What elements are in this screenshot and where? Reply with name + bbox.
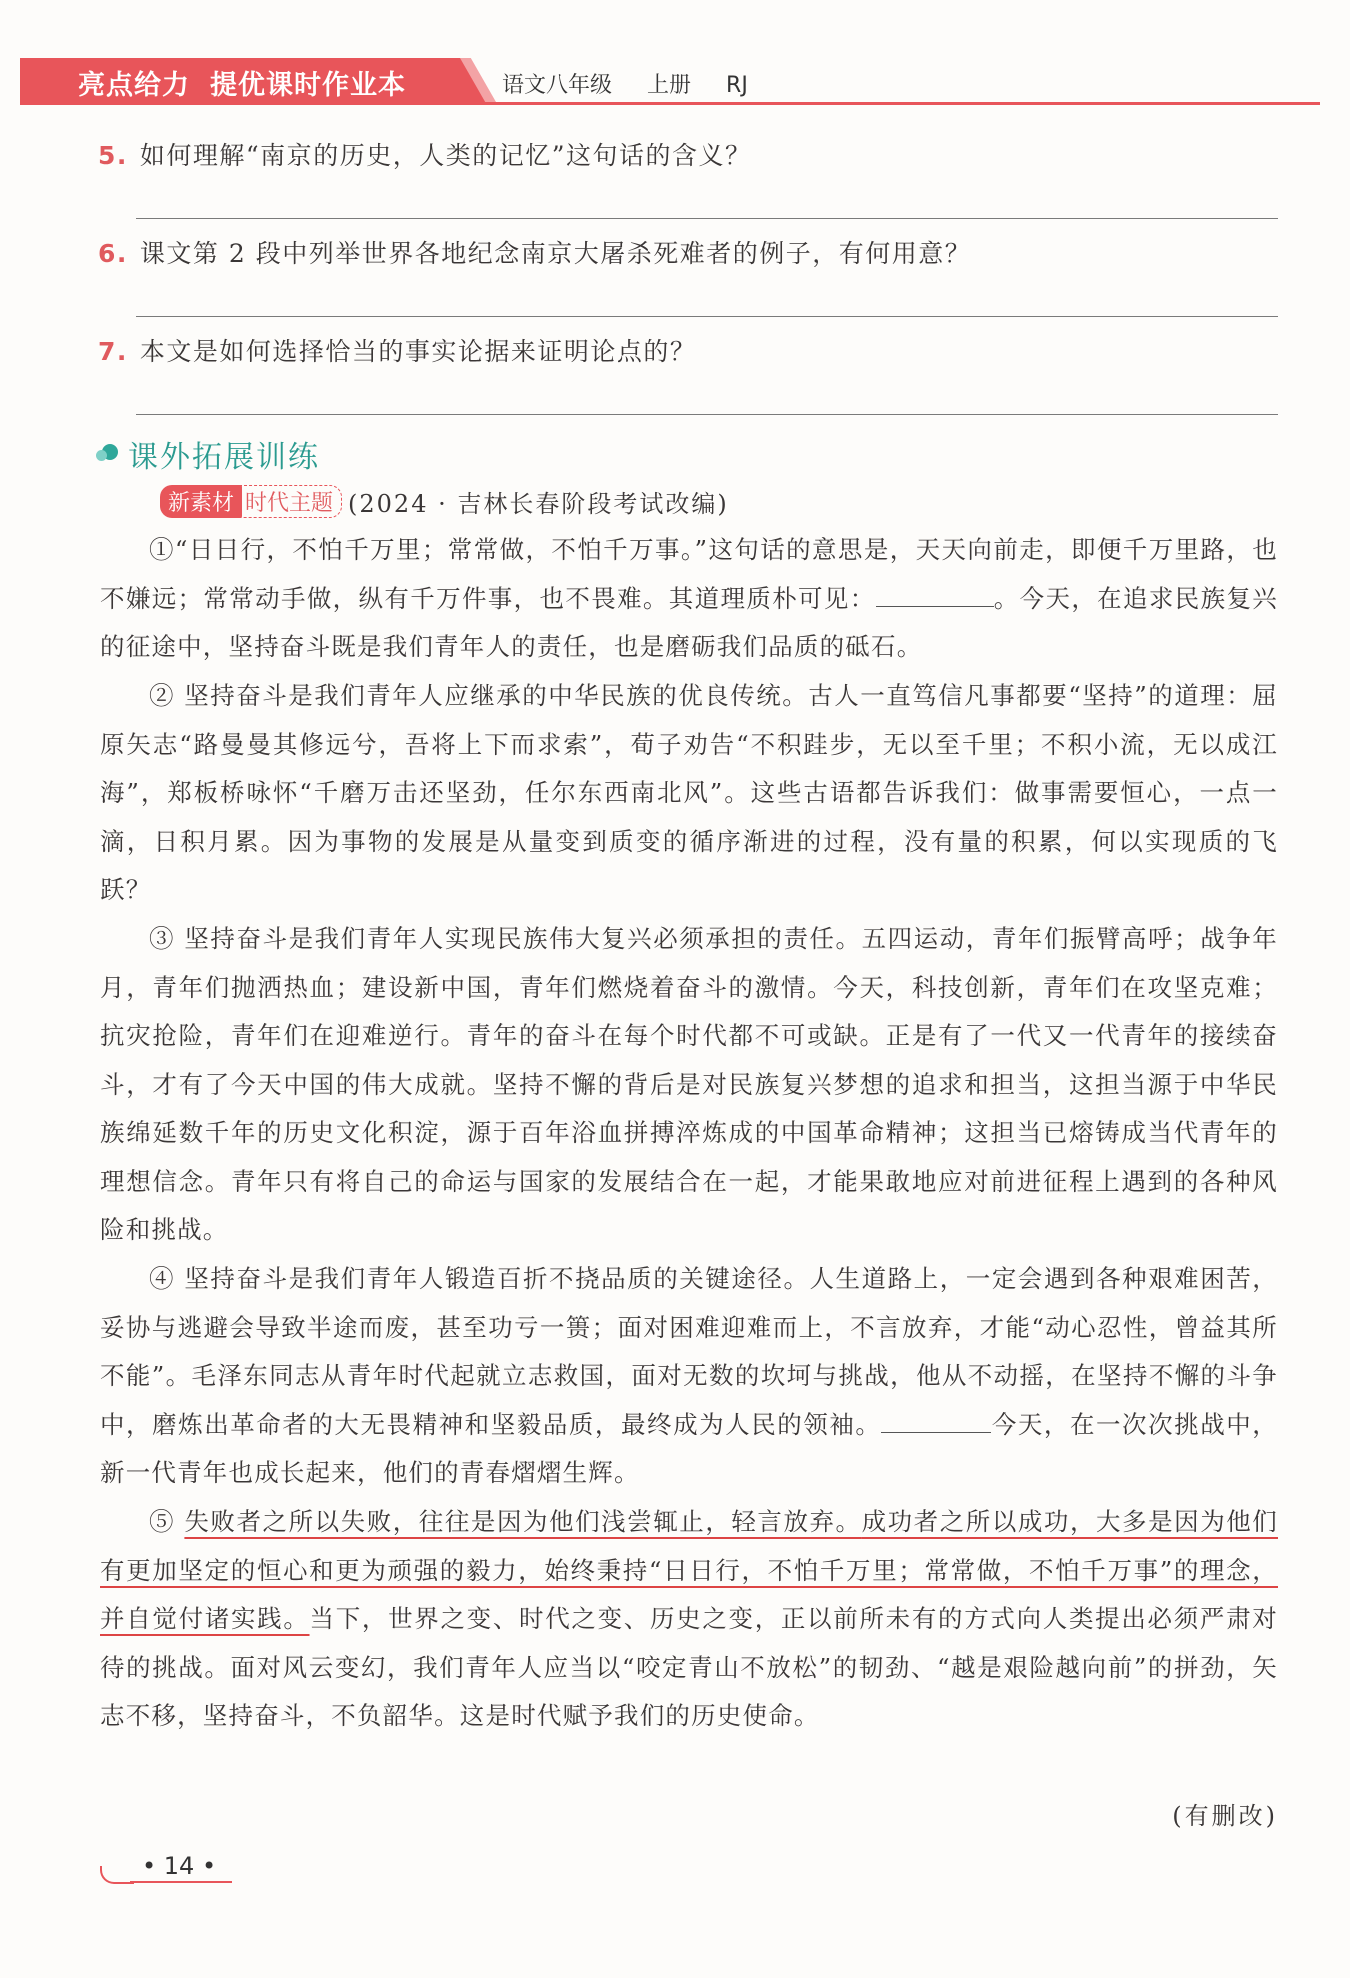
fill-blank-2[interactable]: [881, 1404, 991, 1433]
paragraph-text: ③ 坚持奋斗是我们青年人实现民族伟大复兴必须承担的责任。五四运动，青年们振臂高呼；战争年月，青年们抛洒热血；建设新中国，青年们燃烧着奋斗的激情。今天，科技创新，青年们在攻坚克难；抗灾抢险，青年们在迎难逆行。青年的奋斗在每个时代都不可或缺。正是有了一代又一代青年的接续奋斗，才有了今天中国的伟大成就。坚持不懈的背后是对民族复兴梦想的追求和担当，这担当源于中华民族绵延数千年的历史文化积淀，源于百年浴血拼搏淬炼成的中国革命精神；这担当已熔铸成当代青年的理想信念。青年只有将自己的命运与国家的发展结合在一起，才能果敢地应对前进征程上遇到的各种风险和挑战。: [100, 924, 1278, 1244]
paragraph-text: ② 坚持奋斗是我们青年人应继承的中华民族的优良传统。古人一直笃信凡事都要“坚持”的道理：屈原矢志“路曼曼其修远兮，吾将上下而求索”，荀子劝告“不积跬步，无以至千里；不积小流，无以成江海”，郑板桥咏怀“千磨万击还坚劲，任尔东西南北风”。这些古语都告诉我们：做事需要恒心，一点一滴，日积月累。因为事物的发展是从量变到质变的循序渐进的过程，没有量的积累，何以实现质的飞跃？: [100, 681, 1278, 904]
series-name: 提优课时作业本: [210, 70, 406, 101]
material-tag-row: [160, 484, 729, 518]
paragraph-3: [100, 915, 1278, 1255]
paragraph-1: [100, 526, 1278, 672]
question-number: 6.: [98, 239, 128, 268]
fill-blank-1[interactable]: [876, 578, 994, 607]
theme-badge: 时代主题: [239, 485, 342, 518]
question-6: [98, 234, 971, 270]
answer-line-5[interactable]: [136, 218, 1278, 219]
source-note: (有删改): [1172, 1802, 1278, 1830]
paragraph-text: 。今天，在追求民族复兴的征途中，坚持奋斗既是我们青年人的责任，也是磨砺我们品质的砥石。: [100, 583, 1278, 661]
paragraph-text: ⑤: [149, 1507, 185, 1536]
volume-label: 上册: [647, 73, 692, 98]
page-number-text: • 14 •: [142, 1852, 217, 1880]
question-7: [98, 332, 696, 368]
paragraph-text: ①“日日行，不怕千万里；常常做，不怕千万事。”这句话的意思是，天天向前走，即便千万里路，也不嫌远；常常动手做，纵有千万件事，也不畏难。其道理质朴可见：: [100, 535, 1278, 613]
paragraph-4: [100, 1255, 1278, 1498]
paragraph-text: ④ 坚持奋斗是我们青年人锻造百折不挠品质的关键途径。人生道路上，一定会遇到各种艰难困苦，妥协与逃避会导致半途而废，甚至功亏一篑；面对困难迎难而上，不言放弃，才能“动心忍性，曾益其所不能”。毛泽东同志从青年时代起就立志救国，面对无数的坎坷与挑战，他从不动摇，在坚持不懈的斗争中，磨炼出革命者的大无畏精神和坚毅品质，最终成为人民的领袖。: [100, 1264, 1278, 1439]
brand-name: 亮点给力: [78, 70, 190, 101]
header-info: [502, 68, 776, 99]
source-citation: (2024 · 吉林长春阶段考试改编): [348, 490, 729, 518]
header-rule: [20, 102, 1320, 105]
paragraph-text: 当下，世界之变、时代之变、历史之变，正以前所未有的方式向人类提出必须严肃对待的挑战。面对风云变幻，我们青年人应当以“咬定青山不放松”的韧劲、“越是艰险越向前”的拼劲，矢志不移，坚持奋斗，不负韶华。这是时代赋予我们的历史使命。: [100, 1604, 1278, 1730]
underlined-sentence-1: 失败者之所以失败，往往是因为他们浅尝辄止，轻言放弃。: [184, 1507, 862, 1536]
underlined-sentence-2: 成功者之所以成功，大多是因为他们有更加坚定的恒心和更为顽强的毅力，始终秉持“日日行，不怕千万里；常常做，不怕千万事”的理念，并自觉付诸实践。: [100, 1507, 1278, 1633]
paragraph-2: [100, 672, 1278, 915]
question-text: 课文第 2 段中列举世界各地纪念南京大屠杀死难者的例子，有何用意？: [139, 239, 972, 268]
subject-label: 语文八年级: [502, 73, 613, 98]
section-title: 课外拓展训练: [128, 440, 320, 475]
page-number: [100, 1852, 232, 1892]
swoosh-decoration: [100, 1866, 134, 1884]
question-5: [98, 136, 751, 172]
paragraph-5: [100, 1498, 1278, 1741]
header-brand: [78, 63, 406, 102]
question-number: 5.: [98, 141, 128, 170]
new-material-badge: 新素材: [160, 485, 242, 518]
paragraph-text: 今天，在一次次挑战中，新一代青年也成长起来，他们的青春熠熠生辉。: [100, 1409, 1279, 1487]
question-number: 7.: [98, 337, 128, 366]
bullet-icon-small: [96, 450, 107, 461]
answer-line-6[interactable]: [136, 316, 1278, 317]
question-text: 本文是如何选择恰当的事实论据来证明论点的？: [139, 337, 697, 366]
edition-label: RJ: [726, 73, 748, 98]
question-text: 如何理解“南京的历史，人类的记忆”这句话的含义？: [139, 141, 752, 170]
page-rule: [130, 1881, 232, 1883]
answer-line-7[interactable]: [136, 414, 1278, 415]
